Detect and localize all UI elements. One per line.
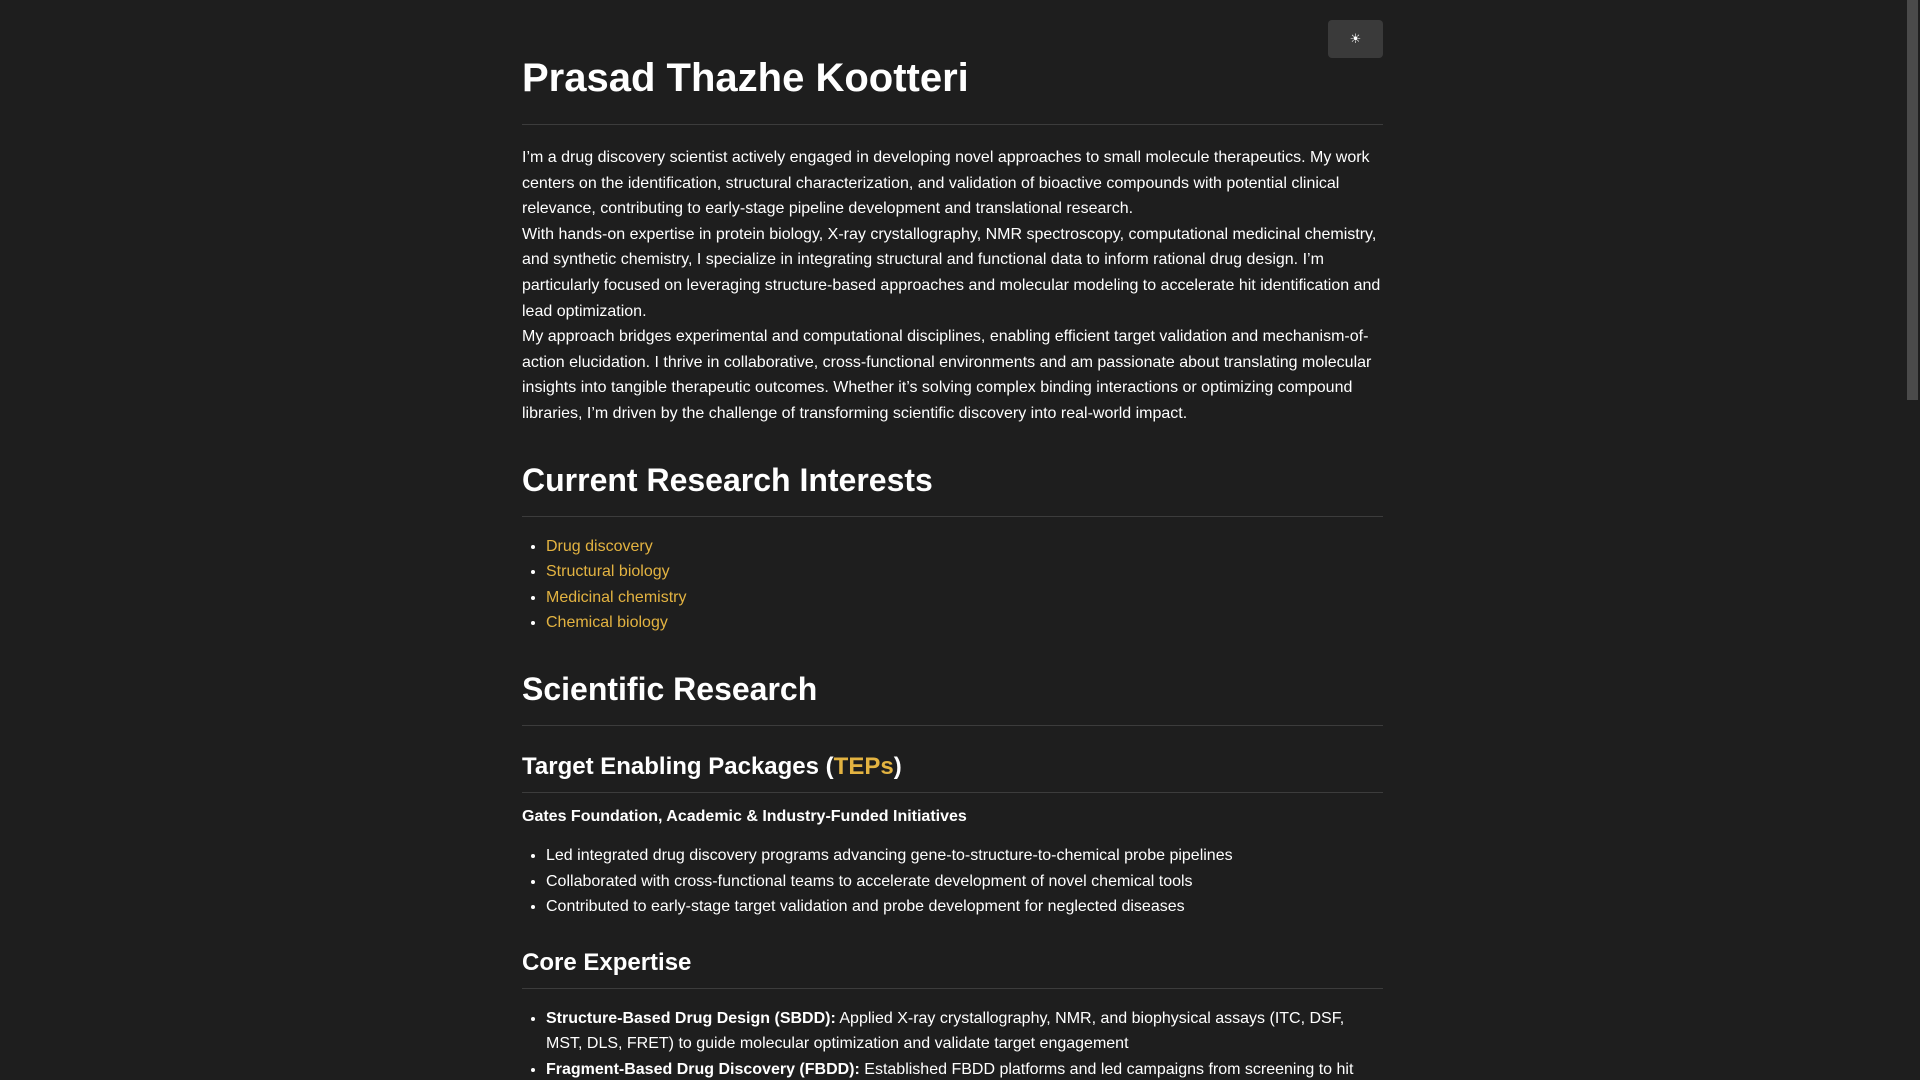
list-item: • Contributed to early-stage target validation and probe development for neglected diseases xyxy=(546,894,1383,920)
interest-link-medicinal-chemistry[interactable]: Medicinal chemistry xyxy=(546,588,687,606)
scrollbar[interactable] xyxy=(1905,0,1920,1080)
interest-link-chemical-biology[interactable]: Chemical biology xyxy=(546,614,668,632)
scrollbar-thumb[interactable] xyxy=(1907,0,1918,400)
expertise-text: Applied X-ray crystallography, NMR, and biophysical assays (ITC, DSF, MST, DLS, FRET) to guide molecular optimization and validate target engagement xyxy=(546,1009,1345,1053)
core-expertise-heading: Core Expertise xyxy=(522,948,1383,989)
expertise-title: Structure-Based Drug Design (SBDD): xyxy=(546,1009,836,1027)
sun-icon: ☀ xyxy=(1349,31,1362,46)
page-title: Prasad Thazhe Kootteri xyxy=(522,0,1383,125)
about-paragraph: With hands-on expertise in protein biology, X-ray crystallography, NMR spectroscopy, computational medicinal chemistry, and synthetic chemistry, I specialize in integrating structural and functional data to inform rational drug design. I’m particularly focused on leveraging structure-based approaches and molecular modeling to accelerate hit identification and lead optimization. xyxy=(522,225,1381,320)
interest-link-drug-discovery[interactable]: Drug discovery xyxy=(546,537,653,555)
list-item xyxy=(546,534,1383,560)
teps-link[interactable]: TEPs xyxy=(833,752,894,780)
main-content xyxy=(522,0,1383,1080)
teps-heading-prefix: Target Enabling Packages ( xyxy=(522,752,834,780)
list-item xyxy=(546,585,1383,611)
about-section xyxy=(522,125,1383,427)
list-item xyxy=(546,610,1383,636)
list-item xyxy=(546,559,1383,585)
list-item xyxy=(546,1006,1383,1057)
list-item: • Led integrated drug discovery programs advancing gene-to-structure-to-chemical probe pipelines xyxy=(546,843,1383,869)
list-item: • Collaborated with cross-functional teams to accelerate development of novel chemical tools xyxy=(546,869,1383,895)
teps-heading xyxy=(522,752,1383,793)
scientific-research-heading: Scientific Research xyxy=(522,669,1383,726)
about-paragraph: My approach bridges experimental and computational disciplines, enabling efficient target validation and mechanism-of-action elucidation. I thrive in collaborative, cross-functional environments and am passionate about translating molecular insights into tangible therapeutic outcomes. Whether it’s solving complex binding interactions or optimizing compound libraries, I’m driven by the challenge of transforming scientific discovery into real-world impact. xyxy=(522,328,1372,422)
about-paragraph: I’m a drug discovery scientist actively engaged in developing novel approaches to small molecule therapeutics. My work centers on the identification, structural characterization, and validation of bioactive compounds with potential clinical relevance, contributing to early-stage pipeline development and translational research. xyxy=(522,149,1370,218)
expertise-title: Fragment-Based Drug Discovery (FBDD): xyxy=(546,1060,860,1078)
teps-heading-suffix: ) xyxy=(893,752,902,780)
research-interests-list xyxy=(522,534,1383,636)
teps-subtitle: Gates Foundation, Academic & Industry-Funded Initiatives xyxy=(522,807,967,825)
interest-link-structural-biology[interactable]: Structural biology xyxy=(546,563,670,581)
expertise-text: Established FBDD platforms and led campaigns from screening to hit xyxy=(859,1060,1354,1078)
core-expertise-list xyxy=(522,1006,1383,1080)
teps-list xyxy=(522,843,1383,920)
list-item xyxy=(546,1057,1383,1080)
research-interests-heading: Current Research Interests xyxy=(522,460,1383,517)
